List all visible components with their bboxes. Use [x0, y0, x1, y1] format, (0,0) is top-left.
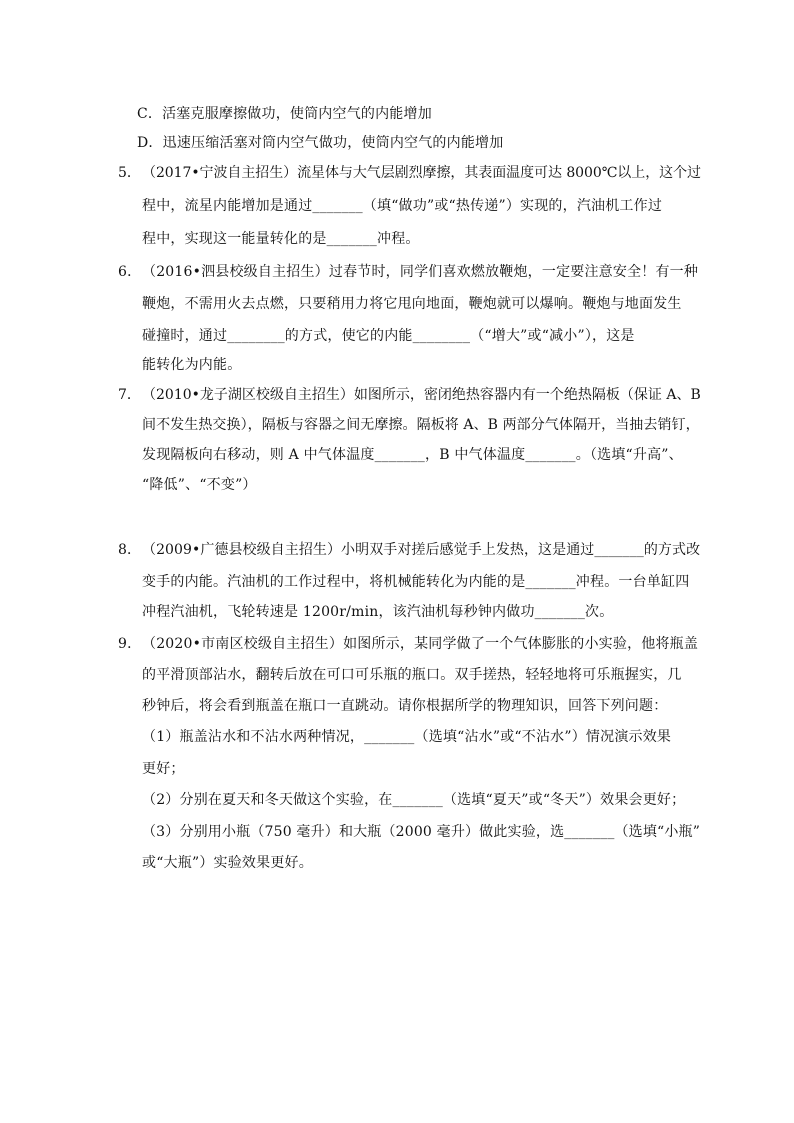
question-5-line-2: 程中，流星内能增加是通过_______（填“做功”或“热传递”）实现的，汽油机工作过	[142, 198, 663, 214]
question-9-line-2: 的平滑顶部沾水，翻转后放在可口可乐瓶的瓶口。双手搓热，轻轻地将可乐瓶握实，几	[142, 667, 682, 683]
question-7-line-4: “降低”、“不变”）	[142, 477, 257, 493]
question-9-line-6: （2）分别在夏天和冬天做这个实验，在_______（选填“夏天”或“冬天”）效果会更好；	[142, 792, 686, 808]
question-6-line-4: 能转化为内能。	[142, 357, 242, 373]
question-9-line-8: 或“大瓶”）实验效果更好。	[142, 855, 313, 871]
question-9-line-3: 秒钟后，将会看到瓶盖在瓶口一直跳动。请你根据所学的物理知识，回答下列问题：	[142, 698, 668, 714]
question-5-line-3: 程中，实现这一能量转化的是_______冲程。	[142, 231, 420, 247]
question-9-line-4: （1）瓶盖沾水和不沾水两种情况，_______（选填“沾水”或“不沾水”）情况演示效果	[142, 729, 672, 745]
question-6-line-1: 6．（2016•泗县校级自主招生）过春节时，同学们喜欢燃放鞭炮，一定要注意安全！有一种	[118, 264, 699, 280]
question-9-line-1: 9．（2020•市南区校级自主招生）如图所示，某同学做了一个气体膨胀的小实验，他将瓶盖	[118, 636, 699, 652]
question-7-line-1: 7．（2010•龙子湖区校级自主招生）如图所示，密闭绝热容器内有一个绝热隔板（保证 A、B	[118, 387, 701, 403]
question-6-line-2: 鞭炮，不需用火去点燃，只要稍用力将它甩向地面，鞭炮就可以爆响。鞭炮与地面发生	[142, 296, 682, 312]
question-8-number: 8．	[118, 542, 142, 558]
question-9-line-7: （3）分别用小瓶（750 毫升）和大瓶（2000 毫升）做此实验，选_______（选填“小瓶”	[142, 824, 701, 840]
question-5-line-1: 5．（2017•宁波自主招生）流星体与大气层剧烈摩擦，其表面温度可达 8000℃以上，这个过	[118, 165, 701, 181]
question-5-number: 5．	[118, 165, 141, 181]
question-7-number: 7．	[118, 387, 141, 403]
question-9-number: 9．	[118, 636, 142, 652]
question-7-line-3: 发现隔板向右移动，则 A 中气体温度_______，B 中气体温度_______。（选填“升高”、	[142, 447, 683, 463]
question-7-line-2: 间不发生热交换），隔板与容器之间无摩擦。隔板将 A、B 两部分气体隔开，当抽去销钉，	[142, 417, 700, 433]
question-9-line-5: 更好；	[142, 761, 185, 777]
question-6-line-3: 碰撞时，通过________的方式，使它的内能________（“增大”或“减小”），这是	[142, 328, 635, 344]
option-c: C．活塞克服摩擦做功，使筒内空气的内能增加	[137, 106, 432, 122]
question-6-number: 6．	[118, 264, 142, 280]
question-8-line-1: 8．（2009•广德县校级自主招生）小明双手对搓后感觉手上发热，这是通过_______的方式改	[118, 542, 701, 558]
question-8-line-3: 冲程汽油机，飞轮转速是 1200r/min，该汽油机每秒钟内做功_______次。	[142, 604, 614, 620]
option-d: D．迅速压缩活塞对筒内空气做功，使筒内空气的内能增加	[137, 135, 504, 151]
question-8-line-2: 变手的内能。汽油机的工作过程中，将机械能转化为内能的是_______冲程。一台单缸四	[142, 574, 690, 590]
